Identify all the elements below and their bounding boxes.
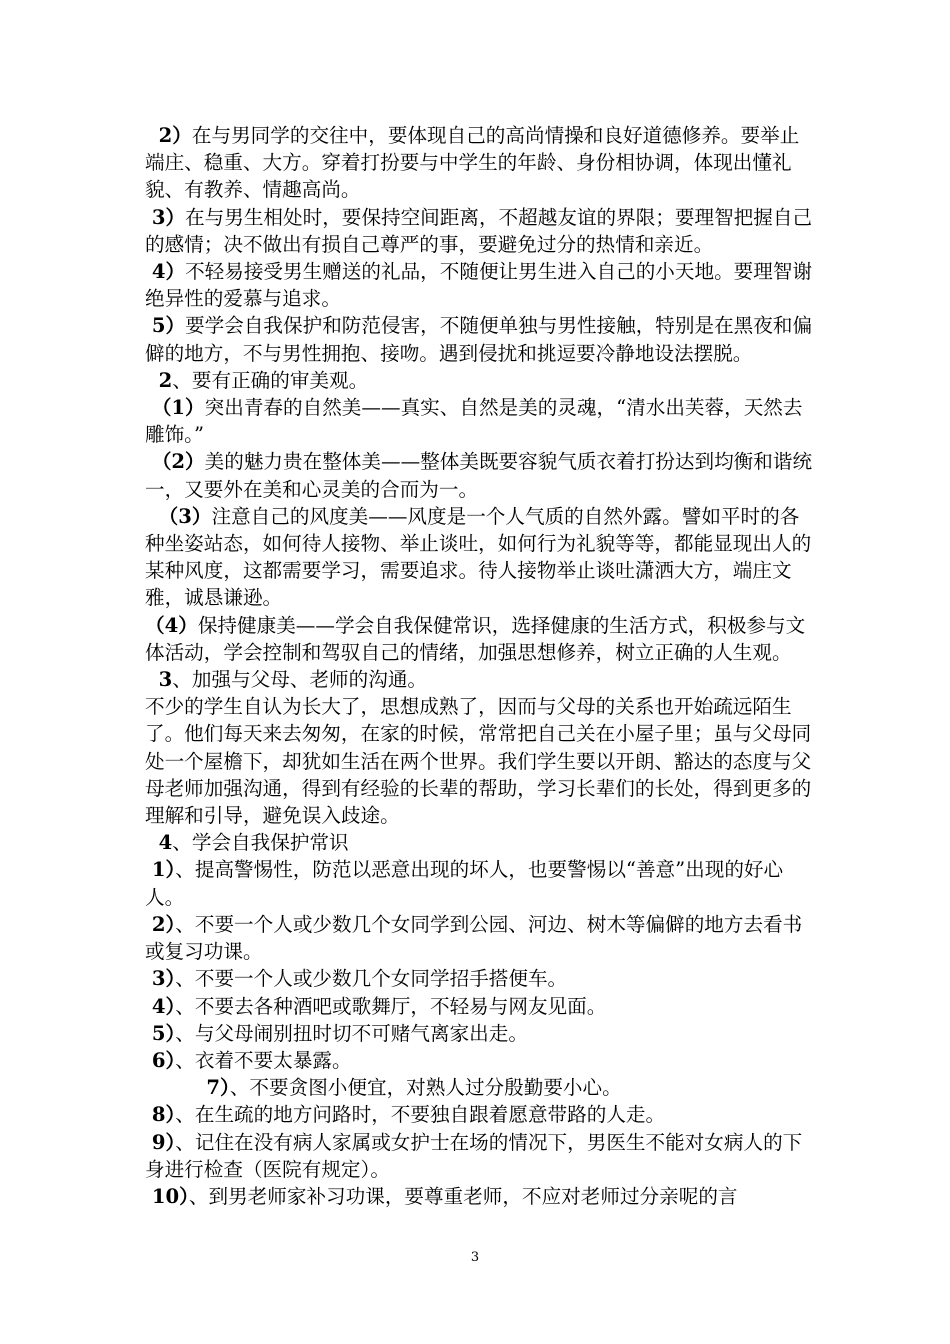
paragraph-text: 、要有正确的审美观。 xyxy=(172,368,369,392)
paragraph xyxy=(145,911,815,965)
paragraph-text: 、加强与父母、老师的沟通。 xyxy=(172,668,428,692)
paragraph-text: 、提高警惕性，防范以恶意出现的坏人，也要警惕以“善意”出现的好心人。 xyxy=(145,858,784,909)
item-number: 2） xyxy=(145,912,176,936)
paragraph xyxy=(145,1129,815,1183)
paragraph-text: 在与男生相处时，要保持空间距离，不超越友谊的界限；要理智把握自己的感情；决不做出有损自己尊严的事，要避免过分的热情和亲近。 xyxy=(145,205,813,256)
paragraph-text: 、不要去各种酒吧或歌舞厅，不轻易与网友见面。 xyxy=(175,994,607,1018)
item-number: 4） xyxy=(145,260,186,284)
item-number: （1） xyxy=(145,396,205,420)
paragraph xyxy=(145,1020,815,1047)
paragraph-text: 保持健康美——学会自我保健常识，选择健康的生活方式，积极参与文体活动，学会控制和驾驭自己的情绪，加强思想修养，树立正确的人生观。 xyxy=(145,613,806,664)
paragraph-text: 、不要一个人或少数几个女同学招手搭便车。 xyxy=(175,967,568,991)
paragraph xyxy=(145,122,815,204)
document-body xyxy=(145,122,815,1210)
item-number: 2 xyxy=(145,368,173,392)
paragraph-text: 、学会自我保护常识 xyxy=(172,831,349,855)
item-number: 8） xyxy=(145,1103,176,1127)
item-number: 5） xyxy=(145,314,186,338)
item-number: （4） xyxy=(145,613,198,637)
paragraph xyxy=(145,204,815,258)
paragraph-text: 不轻易接受男生赠送的礼品，不随便让男生进入自己的小天地。要理智谢绝异性的爱慕与追求。 xyxy=(145,260,813,311)
paragraph-text: 要学会自我保护和防范侵害，不随便单独与男性接触，特别是在黑夜和偏僻的地方，不与男性拥抱、接吻。遇到侵扰和挑逗要冷静地设法摆脱。 xyxy=(145,314,813,365)
page-number: 3 xyxy=(470,1250,480,1265)
section-heading xyxy=(145,829,815,856)
paragraph xyxy=(145,612,815,666)
paragraph-text: 、衣着不要太暴露。 xyxy=(175,1048,352,1072)
item-number: 5） xyxy=(145,1021,176,1045)
item-number: 1） xyxy=(145,858,176,882)
paragraph xyxy=(145,394,815,448)
item-number: 10） xyxy=(145,1184,189,1208)
section-heading xyxy=(145,367,815,394)
paragraph-text: 在与男同学的交往中，要体现自己的高尚情操和良好道德修养。要举止端庄、稳重、大方。穿着打扮要与中学生的年龄、身份相协调，体现出懂礼貌、有教养、情趣高尚。 xyxy=(145,124,800,202)
paragraph xyxy=(145,503,815,612)
paragraph xyxy=(145,1047,815,1074)
paragraph-text: 、记住在没有病人家属或女护士在场的情况下，男医生不能对女病人的下身进行检查（医院有规定）。 xyxy=(145,1130,803,1181)
item-number: 3 xyxy=(145,668,173,692)
item-number: （3） xyxy=(145,504,212,528)
paragraph xyxy=(145,693,815,829)
paragraph-text: 、不要贪图小便宜，对熟人过分殷勤要小心。 xyxy=(229,1076,622,1100)
item-number: 4） xyxy=(145,994,176,1018)
item-number: 3） xyxy=(145,967,176,991)
paragraph xyxy=(145,448,815,502)
item-number: 9） xyxy=(145,1130,176,1154)
paragraph xyxy=(145,993,815,1020)
item-number: 7） xyxy=(145,1076,230,1100)
paragraph xyxy=(145,1074,815,1101)
paragraph xyxy=(145,1183,815,1210)
item-number: 4 xyxy=(145,831,173,855)
paragraph xyxy=(145,856,815,910)
paragraph-text: 、不要一个人或少数几个女同学到公园、河边、树木等偏僻的地方去看书或复习功课。 xyxy=(145,912,803,964)
item-number: （2） xyxy=(145,450,205,474)
item-number: 2） xyxy=(145,124,192,147)
paragraph-text: 、在生疏的地方问路时，不要独自跟着愿意带路的人走。 xyxy=(175,1103,666,1127)
paragraph xyxy=(145,258,815,312)
paragraph-text: 、到男老师家补习功课，要尊重老师，不应对老师过分亲呢的言 xyxy=(188,1184,738,1208)
section-heading xyxy=(145,666,815,693)
paragraph xyxy=(145,965,815,992)
paragraph-text: 、与父母闹别扭时切不可赌气离家出走。 xyxy=(175,1021,528,1045)
item-number: 6） xyxy=(145,1048,176,1072)
paragraph-text: 突出青春的自然美——真实、自然是美的灵魂，“清水出芙蓉，天然去雕饰。” xyxy=(145,396,803,447)
paragraph xyxy=(145,1101,815,1128)
paragraph-text: 注意自己的风度美——风度是一个人气质的自然外露。譬如平时的各种坐姿站态，如何待人接物、举止谈吐，如何行为礼貌等等，都能显现出人的某种风度，这都需要学习，需要追求。待人接物举止谈吐潇洒大方，端庄文雅，诚恳谦逊。 xyxy=(145,504,812,610)
paragraph-text: 不少的学生自认为长大了，思想成熟了，因而与父母的关系也开始疏远陌生了。他们每天来去匆匆，在家的时候，常常把自己关在小屋子里；虽与父母同处一个屋檐下，却犹如生活在两个世界。我们学生要以开朗、豁达的态度与父母老师加强沟通，得到有经验的长辈的帮助，学习长辈们的长处，得到更多的理解和引导，避免误入歧途。 xyxy=(145,695,812,828)
paragraph xyxy=(145,312,815,366)
item-number: 3） xyxy=(145,205,186,229)
paragraph-text: 美的魅力贵在整体美——整体美既要容貌气质衣着打扮达到均衡和谐统一，又要外在美和心灵美的合而为一。 xyxy=(145,450,813,501)
